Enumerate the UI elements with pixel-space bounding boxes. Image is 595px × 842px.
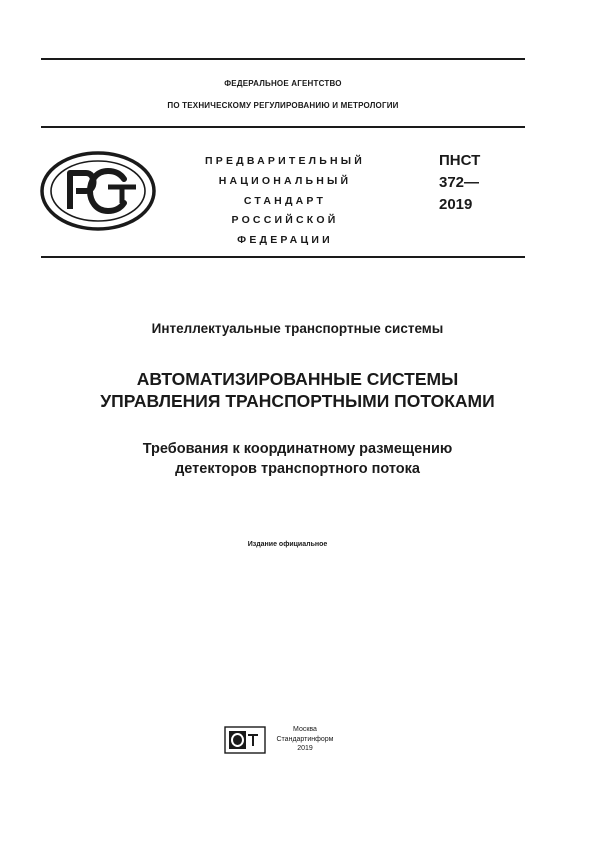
main-title: [0, 368, 595, 412]
standard-kind: [180, 152, 390, 251]
main-title-line: УПРАВЛЕНИЯ ТРАНСПОРТНЫМИ ПОТОКАМИ: [100, 391, 495, 411]
standard-kind-line: ПРЕДВАРИТЕЛЬНЫЙ: [205, 155, 365, 167]
main-title-line: АВТОМАТИЗИРОВАННЫЕ СИСТЕМЫ: [136, 369, 459, 389]
publisher-year: 2019: [297, 745, 313, 752]
standard-kind-line: ФЕДЕРАЦИИ: [237, 234, 333, 247]
agency-line-1: ФЕДЕРАЛЬНОЕ АГЕНТСТВО: [224, 79, 342, 88]
edition-label: Издание официальное: [247, 541, 328, 548]
standard-number: [439, 150, 480, 216]
standard-number-line: 372—: [439, 174, 480, 191]
top-rule: [41, 58, 525, 60]
standard-kind-line: СТАНДАРТ: [243, 194, 327, 207]
standard-rule: [41, 256, 525, 258]
standard-number-line: ПНСТ: [439, 152, 481, 169]
subtitle-line: Требования к координатному размещению: [142, 441, 453, 457]
publisher-city: Москва: [293, 726, 317, 733]
subtitle: [0, 439, 595, 479]
series-title: Интеллектуальные транспортные системы: [151, 321, 444, 336]
agency-line-2: ПО ТЕХНИЧЕСКОМУ РЕГУЛИРОВАНИЮ И МЕТРОЛОГИИ: [167, 101, 399, 110]
rst-mark-icon: [40, 151, 156, 231]
standard-number-line: 2019: [439, 196, 473, 213]
publisher-name: Стандартинформ: [276, 735, 334, 743]
subtitle-line: детекторов транспортного потока: [175, 461, 420, 477]
publisher-info: [260, 725, 350, 754]
standard-kind-line: НАЦИОНАЛЬНЫЙ: [218, 174, 352, 187]
header-rule: [41, 126, 525, 128]
standard-kind-line: РОССИЙСКОЙ: [231, 214, 339, 227]
